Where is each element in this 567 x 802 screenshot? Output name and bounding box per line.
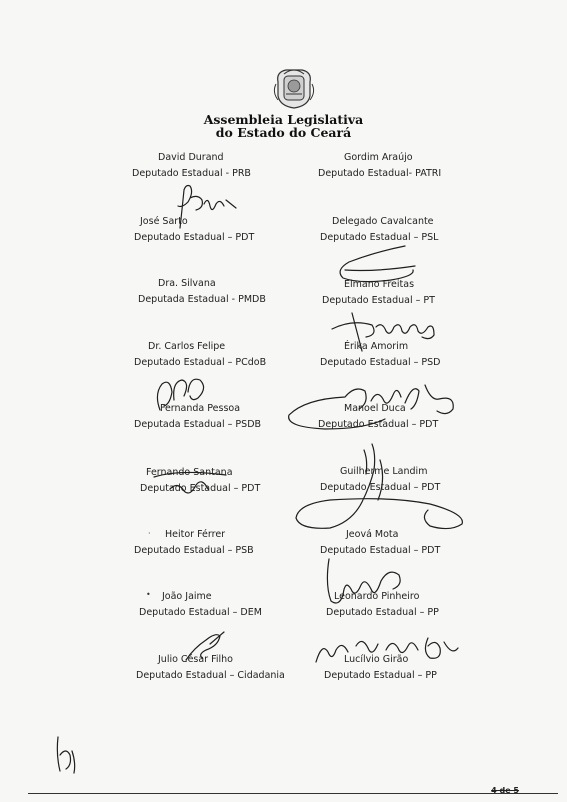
coat-of-arms-icon [270, 62, 318, 110]
signatory-name: Manoel Duca [344, 403, 406, 414]
institution-name-line2: do Estado do Ceará [215, 125, 352, 140]
signatory-name: Érika Amorim [344, 341, 409, 352]
signatory-role: Deputado Estadual – Cidadania [136, 670, 285, 681]
signatory-role: Deputado Estadual- PATRI [318, 168, 442, 179]
signatory-role: Deputado Estadual – PDT [140, 483, 261, 494]
signature-erika-amorim [322, 305, 442, 355]
signatory-role: Deputada Estadual - PMDB [138, 294, 266, 305]
bullet-mark: · [148, 529, 151, 538]
signatory-role: Deputado Estadual - PRB [132, 168, 251, 179]
signatory-role: Deputado Estadual – PDT [318, 419, 439, 430]
signatory-name: Fernanda Pessoa [160, 403, 241, 414]
signatory-role: Deputado Estadual – PP [326, 607, 439, 618]
signatory-role: Deputado Estadual – PDT [134, 232, 255, 243]
signature-guilherme-landim [290, 440, 480, 540]
signatory-name: Leonardo Pinheiro [334, 591, 420, 602]
initials-mark [52, 735, 82, 775]
signatory-name: Elmano Freitas [344, 279, 415, 290]
signature-jose-sarto [160, 180, 250, 230]
signatory-role: Deputado Estadual – PSL [320, 232, 439, 243]
signatory-name: Julio César Filho [158, 654, 233, 665]
signature-leonardo-pinheiro [315, 555, 425, 610]
signature-manoel-duca [285, 375, 465, 435]
signatory-role: Deputada Estadual – PSDB [134, 419, 262, 430]
signatory-role: Deputado Estadual – PSD [320, 357, 441, 368]
signatory-role: Deputado Estadual – PDT [320, 482, 441, 493]
signatory-role: Deputado Estadual – PCdoB [134, 357, 267, 368]
footer-rule [28, 793, 558, 794]
signatory-name: Jeová Mota [346, 529, 399, 540]
signature-lucilvio-girao [312, 628, 462, 673]
bullet-mark: • [146, 590, 151, 599]
signatory-role: Deputado Estadual – DEM [139, 607, 262, 618]
signatory-name: Dra. Silvana [158, 278, 216, 289]
signatory-name: Lucílvio Girão [344, 654, 409, 665]
signatory-name: João Jaime [162, 591, 212, 602]
signatory-name: José Sarto [140, 216, 188, 227]
signatory-role: Deputado Estadual – PP [324, 670, 437, 681]
signature-elmano-freitas [335, 240, 425, 290]
signatory-name: Delegado Cavalcante [332, 216, 434, 227]
signatory-name: Dr. Carlos Felipe [148, 341, 226, 352]
signatory-role: Deputado Estadual – PDT [320, 545, 441, 556]
signature-fernanda-pessoa [140, 370, 220, 420]
signatory-name: Guilherme Landim [340, 466, 428, 477]
institution-name-line1: Assembleia Legislativa [203, 112, 364, 127]
signatory-name: David Durand [158, 152, 224, 163]
signatory-name: Fernando Santana [146, 467, 233, 478]
signatory-role: Deputado Estadual – PT [322, 295, 435, 306]
signatory-name: Heitor Férrer [165, 529, 226, 540]
signature-julio-cesar-filho [180, 628, 230, 663]
signatory-name: Gordim Araújo [344, 152, 413, 163]
signatory-role: Deputado Estadual – PSB [134, 545, 254, 556]
page-number: 4 de 5 [491, 786, 519, 795]
signature-fernando-santana [150, 455, 230, 500]
